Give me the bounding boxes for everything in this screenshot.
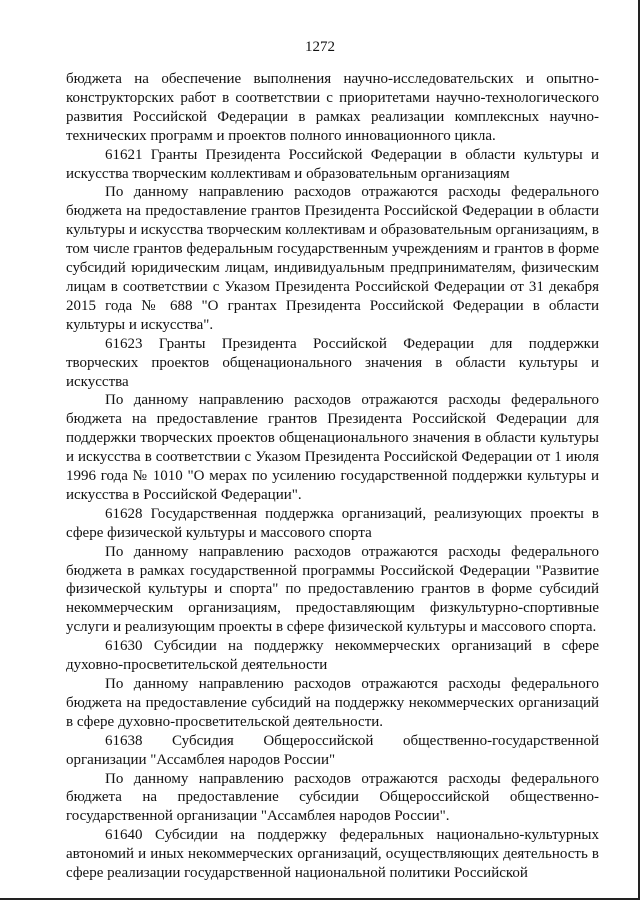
document-body: [66, 70, 599, 883]
section-heading-61628: 61628 Государственная поддержка организаций, реализующих проекты в сфере физической культуры и массового спорта: [66, 505, 599, 541]
section-heading-61630: 61630 Субсидии на поддержку некоммерческих организаций в сфере духовно-просветительской деятельности: [66, 638, 599, 674]
paragraph-61630: По данному направлению расходов отражаются расходы федерального бюджета на предоставление субсидий на поддержку некоммерческих организаций в сфере духовно-просветительской деятельности.: [66, 676, 599, 730]
paragraph-61621: По данному направлению расходов отражаются расходы федерального бюджета на предоставление грантов Президента Российской Федерации в области культуры и искусства творческим коллективам и образовательным организациям, в том числе грантов федеральным государственным учреждениям и грантов в форме субсидий юридическим лицам, индивидуальным предпринимателям, физическим лицам в соответствии с Указом Президента Российской Федерации от 31 декабря 2015 года № 688 "О грантах Президента Российской Федерации в области культуры и искусства".: [66, 184, 599, 333]
paragraph-continuation: бюджета на обеспечение выполнения научно-исследовательских и опытно-конструкторских работ в соответствии с приоритетами научно-технологического развития Российской Федерации в рамках реализации комплексных научно-технических программ и проектов полного инновационного цикла.: [66, 71, 599, 144]
section-heading-61623: 61623 Гранты Президента Российской Федерации для поддержки творческих проектов общенационального значения в области культуры и искусства: [66, 335, 599, 390]
section-heading-61638: 61638 Субсидия Общероссийской общественно-государственной организации "Ассамблея народов России": [66, 732, 599, 768]
paragraph-61623: По данному направлению расходов отражаются расходы федерального бюджета на предоставление грантов Президента Российской Федерации для поддержки творческих проектов общенационального значения в области культуры и искусства в соответствии с Указом Президента Российской Федерации от 1 июля 1996 года № 1010 "О мерах по усилению государственной поддержки культуры и искусства в Российской Федерации".: [66, 392, 599, 503]
paragraph-61628: По данному направлению расходов отражаются расходы федерального бюджета в рамках государственной программы Российской Федерации "Развитие физической культуры и спорта" по предоставлению грантов в форме субсидий некоммерческим организациям, предоставляющим физкультурно-спортивные услуги и реализующим проекты в сфере физической культуры и массового спорта.: [66, 543, 599, 636]
section-heading-61621: 61621 Гранты Президента Российской Федерации в области культуры и искусства творческим коллективам и образовательным организациям: [66, 146, 599, 182]
paragraph-61638: По данному направлению расходов отражаются расходы федерального бюджета на предоставление субсидии Общероссийской общественно-государственной организации "Ассамблея народов России".: [66, 770, 599, 825]
page-number: 1272: [305, 39, 335, 55]
section-heading-61640: 61640 Субсидии на поддержку федеральных национально-культурных автономий и иных некоммерческих организаций, осуществляющих деятельность в сфере реализации государственной национальной политики Российской: [66, 827, 599, 882]
